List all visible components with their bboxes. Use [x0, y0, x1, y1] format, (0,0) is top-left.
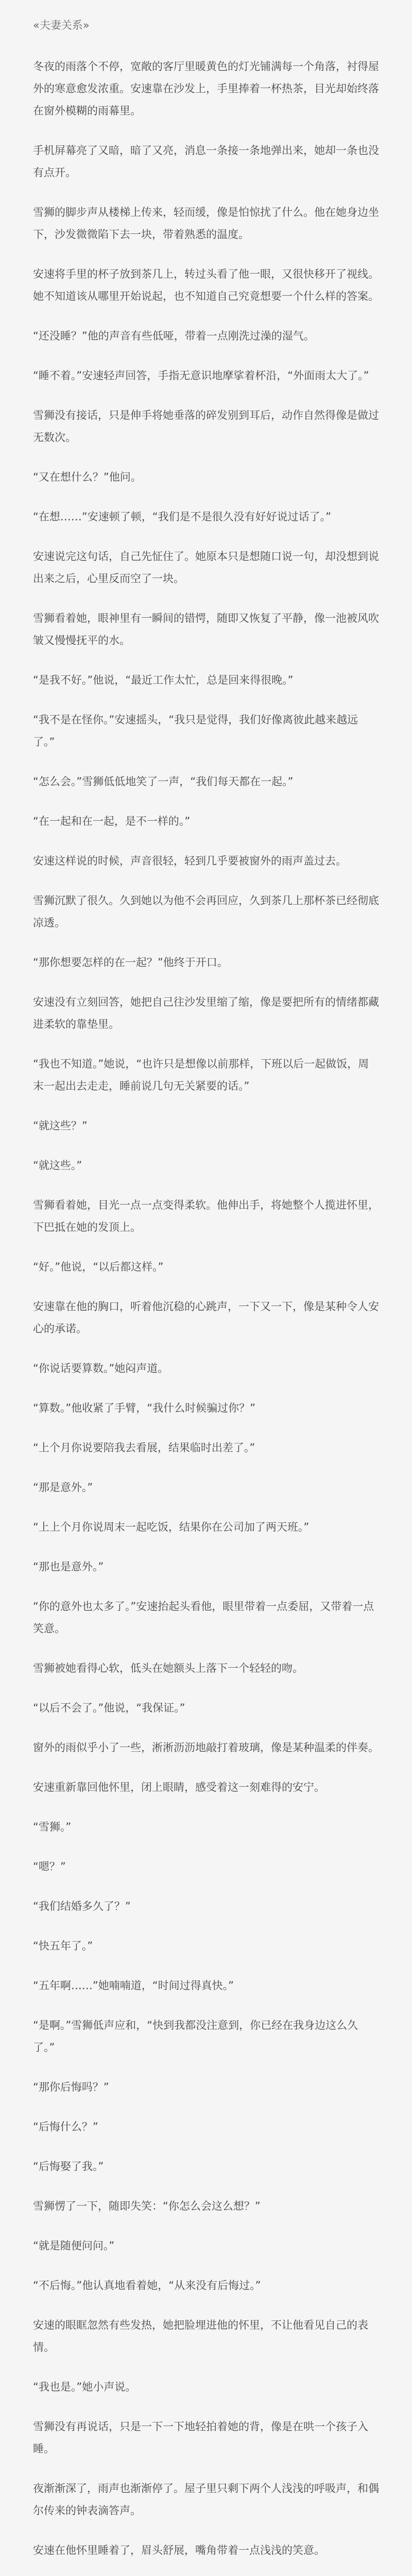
- paragraph: “那也是意外。”: [33, 1561, 104, 1573]
- paragraph: 安速靠在他的胸口，听着他沉稳的心跳声，一下又一下，像是某种令人安心的承诺。: [33, 1300, 379, 1335]
- paragraph: 雪狮的脚步声从楼梯上传来，轻而缓，像是怕惊扰了什么。他在她身边坐下，沙发微微陷下去一块，带着熟悉的温度。: [33, 206, 379, 241]
- paragraph: “好。”他说，“以后都这样。”: [33, 1261, 164, 1273]
- article-title: «夫妻关系»: [33, 19, 90, 31]
- paragraph: “又在想什么？”他问。: [33, 471, 142, 483]
- paragraph: “快五年了。”: [33, 1940, 93, 1952]
- paragraph: 安速这样说的时候，声音很轻，轻到几乎要被窗外的雨声盖过去。: [33, 855, 347, 867]
- paragraph: “我们结婚多久了？”: [33, 1900, 131, 1912]
- paragraph: 雪狮被她看得心软，低头在她额头上落下一个轻轻的吻。: [33, 1662, 303, 1674]
- paragraph: “嗯？”: [33, 1860, 66, 1873]
- paragraph: “是我不好。”他说，“最近工作太忙，总是回来得很晚。”: [33, 674, 294, 686]
- paragraph: “后悔什么？”: [33, 2121, 98, 2133]
- paragraph: 夜渐渐深了，雨声也渐渐停了。屋子里只剩下两个人浅浅的呼吸声，和偶尔传来的钟表滴答声。: [33, 2482, 379, 2517]
- paragraph: 安速将手里的杯子放到茶几上，转过头看了他一眼，又很快移开了视线。她不知道该从哪里开始说起，也不知道自己究竟想要一个什么样的答案。: [33, 268, 379, 302]
- paragraph: “上上个月你说周末一起吃饭，结果你在公司加了两天班。”: [33, 1521, 310, 1533]
- paragraph: “算数。”他收紧了手臂，“我什么时候骗过你？”: [33, 1402, 256, 1414]
- paragraph: “不后悔。”他认真地看着她，“从来没有后悔过。”: [33, 2279, 261, 2292]
- paragraph: 雪狮没有再说话，只是一下一下地轻拍着她的背，像是在哄一个孩子入睡。: [33, 2420, 368, 2455]
- paragraph: 安速重新靠回他怀里，闭上眼睛，感受着这一刻难得的安宁。: [33, 1781, 325, 1793]
- paragraph: “睡不着。”安速轻声回答，手指无意识地摩挲着杯沿，“外面雨太大了。”: [33, 369, 369, 382]
- paragraph: “后悔娶了我。”: [33, 2160, 104, 2173]
- paragraph: “怎么会。”雪狮低低地笑了一声，“我们每天都在一起。”: [33, 775, 294, 788]
- paragraph: “还没睡？”他的声音有些低哑，带着一点刚洗过澡的湿气。: [33, 330, 315, 342]
- paragraph: “就这些？”: [33, 1120, 88, 1132]
- paragraph: “在想……”安速顿了顿，“我们是不是很久没有好好说过话了。”: [33, 511, 332, 523]
- paragraph: “那你后悔吗？”: [33, 2081, 109, 2093]
- paragraph: “是啊。”雪狮低声应和，“快到我都没注意到，你已经在我身边这么久了。”: [33, 2019, 358, 2054]
- paragraph: “我不是在怪你。”安速摇头，“我只是觉得，我们好像离彼此越来越远了。”: [33, 714, 358, 748]
- paragraph: “我也不知道。”她说，“也许只是想像以前那样，下班以后一起做饭，周末一起出去走走，睡前说几句无关紧要的话。”: [33, 1058, 369, 1092]
- paragraph: 雪狮看着她，目光一点一点变得柔软。他伸出手，将她整个人揽进怀里，下巴抵在她的发顶上。: [33, 1199, 379, 1233]
- paragraph: 安速说完这句话，自己先怔住了。她原本只是想随口说一句，却没想到说出来之后，心里反而空了一块。: [33, 550, 379, 585]
- paragraph: “以后不会了。”他说，“我保证。”: [33, 1702, 185, 1714]
- article-body: [33, 56, 379, 2576]
- paragraph: 冬夜的雨落个不停，宽敞的客厅里暖黄色的灯光铺满每一个角落，衬得屋外的寒意愈发浓重。安速靠在沙发上，手里捧着一杯热茶，目光却始终落在窗外模糊的雨幕里。: [33, 60, 379, 117]
- paragraph: 手机屏幕亮了又暗，暗了又亮，消息一条接一条地弹出来，她却一条也没有点开。: [33, 144, 379, 179]
- paragraph: “上个月你说要陪我去看展，结果临时出差了。”: [33, 1442, 255, 1454]
- paragraph: 雪狮看着她，眼神里有一瞬间的错愕，随即又恢复了平静，像一池被风吹皱又慢慢抚平的水。: [33, 612, 379, 647]
- paragraph: 雪狮没有接话，只是伸手将她垂落的碎发别到耳后，动作自然得像是做过无数次。: [33, 409, 379, 444]
- paragraph: “在一起和在一起，是不一样的。”: [33, 815, 191, 827]
- paragraph: “我也是。”她小声说。: [33, 2381, 136, 2393]
- paragraph: 窗外的雨似乎小了一些，淅淅沥沥地敲打着玻璃，像是某种温柔的伴奏。: [33, 1741, 379, 1754]
- paragraph: “就是随便问问。”: [33, 2240, 115, 2252]
- paragraph: “你的意外也太多了。”安速抬起头看他，眼里带着一点委屈，又带着一点笑意。: [33, 1600, 374, 1635]
- paragraph: 安速在他怀里睡着了，眉头舒展，嘴角带着一点浅浅的笑意。: [33, 2544, 325, 2556]
- paragraph: “那是意外。”: [33, 1481, 93, 1494]
- paragraph: 安速没有立刻回答，她把自己往沙发里缩了缩，像是要把所有的情绪都藏进柔软的靠垫里。: [33, 996, 379, 1030]
- paragraph: 安速的眼眶忽然有些发热，她把脸埋进他的怀里，不让他看见自己的表情。: [33, 2319, 368, 2353]
- paragraph: 雪狮沉默了很久。久到她以为他不会再回应，久到茶几上那杯茶已经彻底凉透。: [33, 894, 379, 929]
- paragraph: “那你想要怎样的在一起？”他终于开口。: [33, 956, 228, 969]
- paragraph: “你说话要算数。”她闷声道。: [33, 1362, 169, 1375]
- paragraph: “雪狮。”: [33, 1821, 72, 1833]
- paragraph: “五年啊……”她喃喃道，“时间过得真快。”: [33, 1979, 234, 1992]
- paragraph: “就这些。”: [33, 1159, 82, 1172]
- paragraph: 雪狮愣了一下，随即失笑：“你怎么会这么想？”: [33, 2200, 261, 2212]
